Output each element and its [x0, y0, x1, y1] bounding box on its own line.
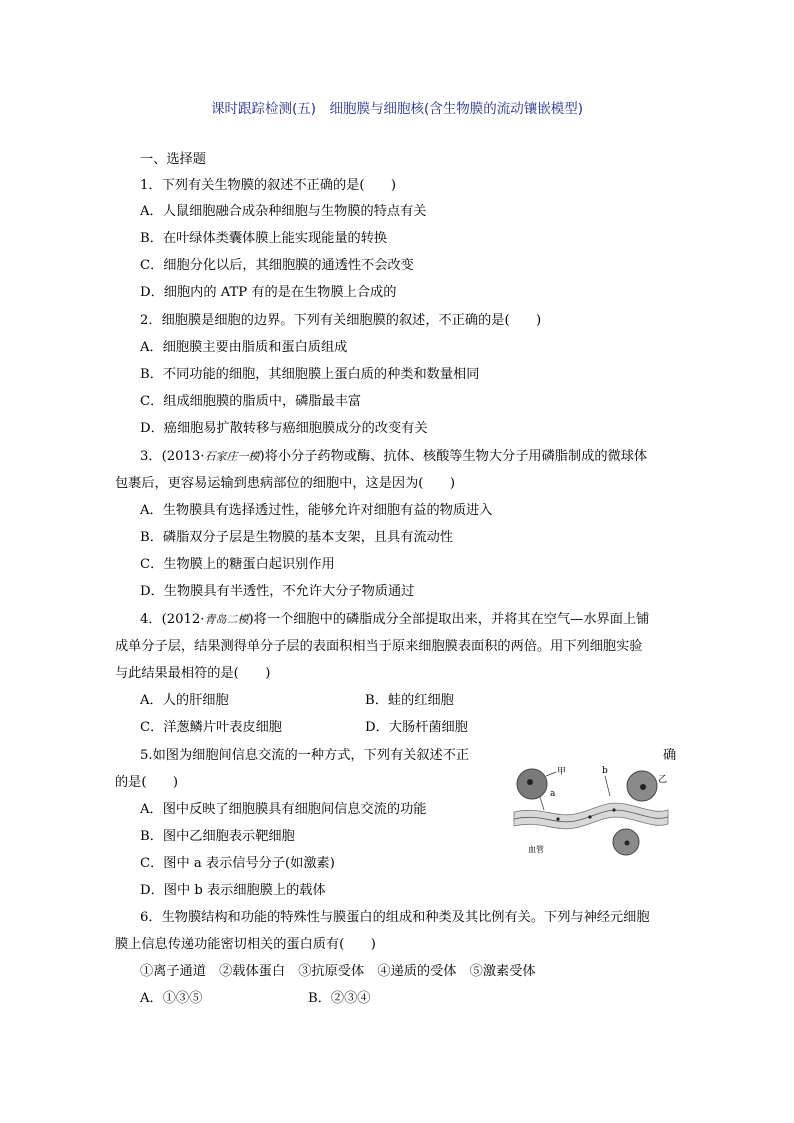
q1-option-a: A．人鼠细胞融合成杂种细胞与生物膜的特点有关: [140, 204, 427, 219]
q4-stem-line2: 成单分子层，结果测得单分子层的表面积相当于原来细胞膜表面积的两倍。用下列细胞实验: [115, 639, 643, 654]
q5-option-b: B．图中乙细胞表示靶细胞: [140, 829, 295, 844]
cell-signaling-figure: [510, 762, 670, 858]
q3-option-d: D．生物膜具有半透性，不允许大分子物质通过: [140, 584, 415, 599]
q3-option-c: C．生物膜上的糖蛋白起识别作用: [140, 557, 335, 572]
q6-option-b: B．②③④: [308, 991, 371, 1006]
q6-option-a: A．①③⑤: [140, 991, 203, 1006]
q5-stem: 5.如图为细胞间信息交流的一种方式，下列有关叙述不正: [140, 748, 470, 763]
q6-stem-line2: 膜上信息传递功能密切相关的蛋白质有( ): [115, 937, 376, 952]
q4-stem-post: )将一个细胞中的磷脂成分全部提取出来，并将其在空气—水界面上铺: [248, 612, 650, 627]
q5-option-a: A．图中反映了细胞膜具有细胞间信息交流的功能: [140, 802, 427, 817]
q6-items: ①离子通道 ②载体蛋白 ③抗原受体 ④递质的受体 ⑤激素受体: [140, 964, 536, 979]
q1-stem: 1．下列有关生物膜的叙述不正确的是( ): [140, 178, 397, 193]
label-jia-leader: [546, 772, 556, 776]
q3-stem-pre: 3．(2013·: [140, 449, 205, 464]
q3-option-b: B．磷脂双分子层是生物膜的基本支架，且具有流动性: [140, 530, 454, 545]
q5-option-d: D．图中 b 表示细胞膜上的载体: [140, 883, 326, 898]
q1-option-d: D．细胞内的 ATP 有的是在生物膜上合成的: [140, 285, 397, 300]
signal-path: [540, 797, 544, 810]
q4-source: 青岛二模: [204, 613, 249, 626]
signal-molecule: [588, 815, 591, 818]
q6-stem: 6．生物膜结构和功能的特殊性与膜蛋白的组成和种类及其比例有关。下列与神经元细胞: [140, 910, 650, 925]
q3-stem-line2: 包裹后，更容易运输到患病部位的细胞中，这是因为( ): [115, 476, 455, 491]
q2-option-c: C．组成细胞膜的脂质中，磷脂最丰富: [140, 394, 362, 409]
q2-option-a: A．细胞膜主要由脂质和蛋白质组成: [140, 340, 348, 355]
q4-option-a: A．人的肝细胞: [140, 693, 229, 708]
q3-stem-post: )将小分子药物或酶、抗体、核酸等生物大分子用磷脂制成的微球体: [259, 449, 648, 464]
signal-molecule: [556, 817, 559, 820]
label-a: a: [550, 789, 556, 799]
q2-option-b: B．不同功能的细胞，其细胞膜上蛋白质的种类和数量相同: [140, 367, 480, 382]
label-vessel: 血管: [528, 845, 544, 854]
page-title: 课时跟踪检测(五) 细胞膜与细胞核(含生物膜的流动镶嵌模型): [210, 101, 584, 117]
label-b: b: [602, 766, 608, 776]
q4-stem-line3: 与此结果最相符的是( ): [115, 666, 271, 681]
signal-molecule: [612, 808, 615, 811]
q4-stem-pre: 4．(2012·: [140, 612, 205, 627]
cell-bottom-nucleus: [625, 841, 630, 846]
q2-option-d: D．癌细胞易扩散转移与癌细胞膜成分的改变有关: [140, 421, 428, 436]
section-heading: 一、选择题: [140, 152, 206, 167]
q4-option-c: C．洋葱鳞片叶表皮细胞: [140, 720, 282, 735]
q2-stem: 2．细胞膜是细胞的边界。下列有关细胞膜的叙述，不正确的是( ): [140, 313, 542, 328]
q4-stem: [140, 612, 649, 628]
q1-option-c: C．细胞分化以后，其细胞膜的通透性不会改变: [140, 258, 414, 273]
cell-jia-nucleus: [527, 779, 533, 785]
label-b-leader: [605, 776, 610, 796]
q5-stem-tail: 确: [663, 748, 677, 763]
q3-option-a: A．生物膜具有选择透过性，能够允许对细胞有益的物质进入: [140, 503, 493, 518]
q1-option-b: B．在叶绿体类囊体膜上能实现能量的转换: [140, 231, 388, 246]
q5-option-c: C．图中 a 表示信号分子(如激素): [140, 856, 335, 871]
q5-stem-line2: 的是( ): [115, 775, 179, 790]
q3-stem: [140, 449, 647, 465]
label-yi: 乙: [658, 775, 668, 785]
label-jia: 甲: [557, 767, 567, 777]
q4-option-d: D．大肠杆菌细胞: [365, 720, 468, 735]
cell-yi-nucleus: [640, 784, 646, 790]
q3-source: 石家庄一模: [204, 450, 260, 463]
q4-option-b: B．蛙的红细胞: [365, 693, 454, 708]
